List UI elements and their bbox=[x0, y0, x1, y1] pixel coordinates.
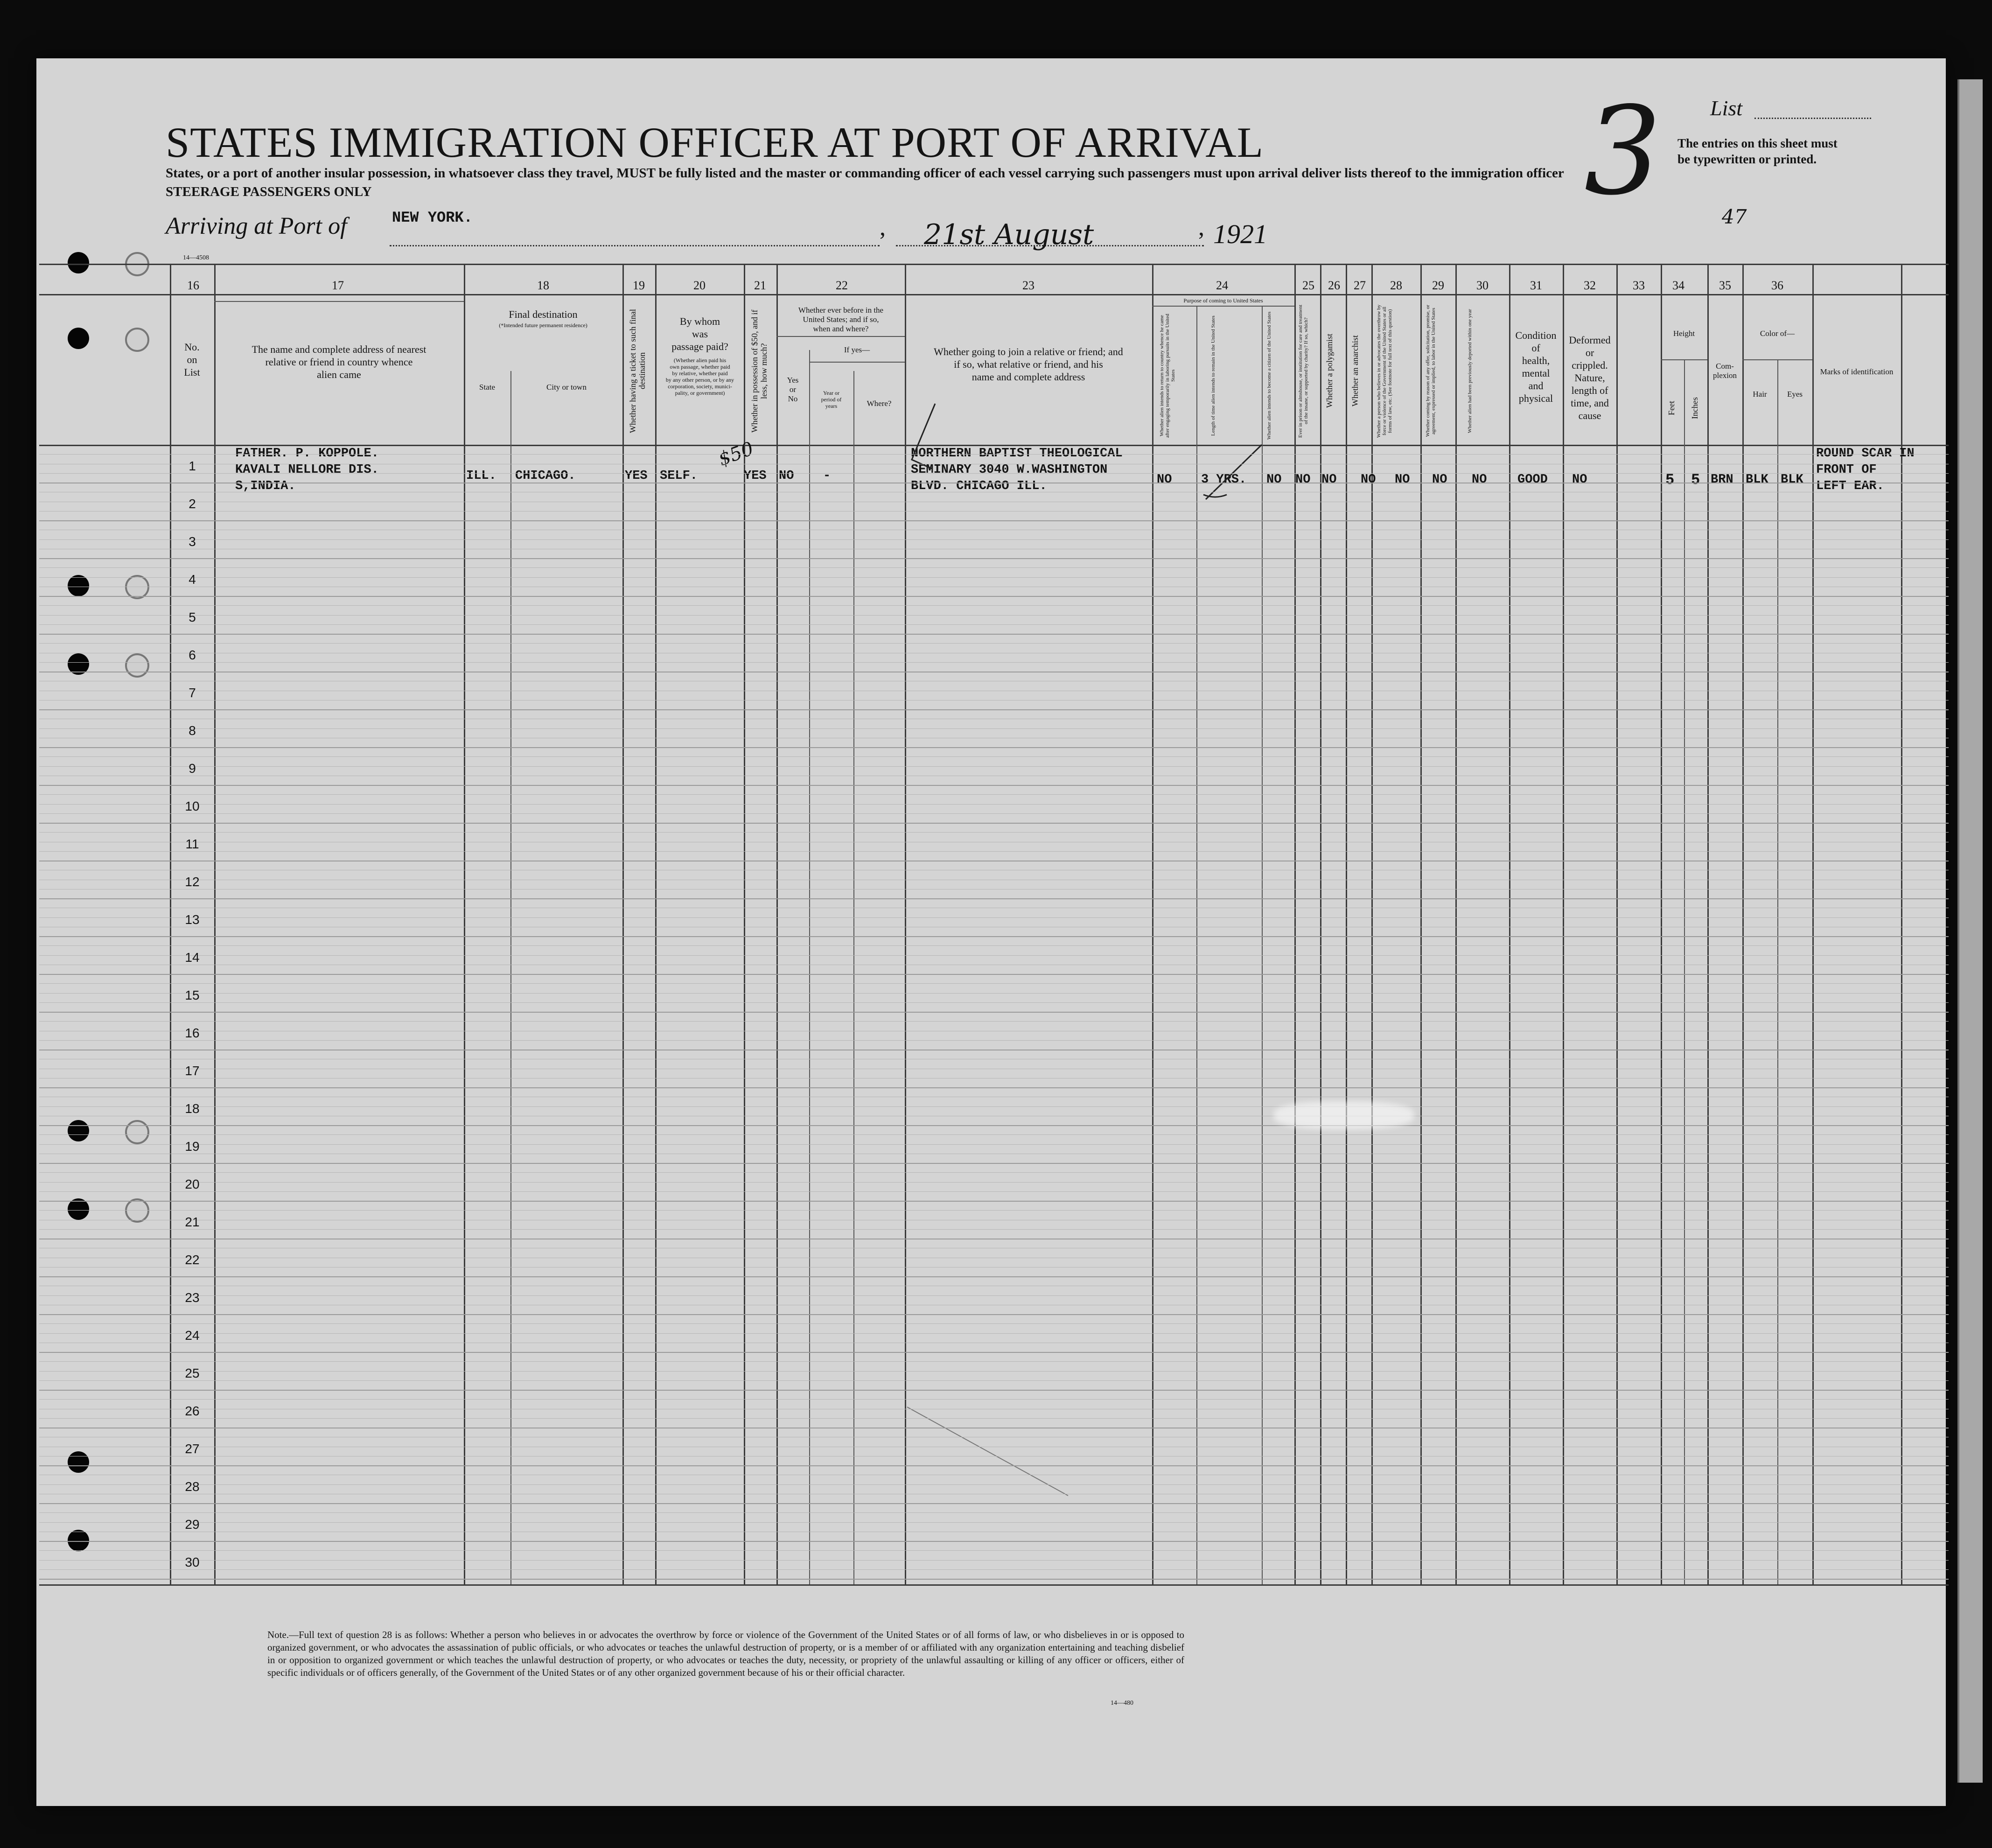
row-guide-line bbox=[39, 1560, 1949, 1561]
row-guide-line bbox=[39, 1361, 1949, 1362]
row-line bbox=[39, 1012, 1949, 1013]
header-hair: Hair bbox=[1753, 390, 1767, 399]
port-value: NEW YORK. bbox=[392, 209, 473, 226]
header-text: No. bbox=[184, 341, 200, 353]
row-guide-line bbox=[39, 917, 1949, 918]
column-number: 21 bbox=[754, 279, 766, 292]
header-text: or bbox=[789, 385, 797, 394]
row-number: 23 bbox=[185, 1290, 200, 1305]
deformed-value: NO bbox=[1572, 473, 1587, 487]
row-guide-line bbox=[39, 993, 1949, 994]
header-text: List bbox=[184, 366, 200, 378]
column-number: 32 bbox=[1584, 279, 1596, 292]
row-guide-line bbox=[39, 794, 1949, 795]
column-number: 30 bbox=[1476, 279, 1489, 292]
header-final-destination: Final destination bbox=[509, 308, 578, 320]
form-number: 14—4508 bbox=[183, 254, 209, 261]
marks-line: ROUND SCAR IN bbox=[1816, 447, 1915, 461]
row-number: 6 bbox=[189, 648, 196, 662]
header-if-yes: If yes— bbox=[844, 345, 870, 354]
row-number: 1 bbox=[189, 459, 196, 473]
row-guide-line bbox=[39, 1210, 1949, 1211]
row-guide-line bbox=[39, 1182, 1949, 1183]
row-guide-line bbox=[39, 955, 1949, 956]
row-guide-line bbox=[39, 1134, 1949, 1135]
header-height: Height bbox=[1673, 329, 1695, 338]
row-guide-line bbox=[39, 1371, 1949, 1372]
row-line bbox=[39, 558, 1949, 559]
header-marks: Marks of identification bbox=[1820, 367, 1894, 376]
row-guide-line bbox=[39, 756, 1949, 757]
city-value: CHICAGO. bbox=[515, 469, 576, 483]
relative-line: KAVALI NELLORE DIS. bbox=[235, 463, 379, 477]
row-guide-line bbox=[39, 1550, 1949, 1551]
header-text: The name and complete address of nearest bbox=[252, 343, 426, 355]
row-number: 2 bbox=[189, 497, 196, 511]
row-line bbox=[39, 709, 1949, 710]
row-number: 9 bbox=[189, 761, 196, 776]
row-number: 11 bbox=[185, 837, 199, 851]
before-in-us-value: NO bbox=[779, 469, 794, 483]
row-guide-line bbox=[39, 1418, 1949, 1419]
header-polygamist: Whether a polygamist bbox=[1325, 334, 1334, 408]
port-blank-line bbox=[390, 245, 880, 246]
header-text: time, and bbox=[1571, 397, 1609, 409]
paid-by-value: SELF. bbox=[660, 469, 698, 483]
eyes-value: BLK bbox=[1781, 473, 1803, 487]
row-guide-line bbox=[39, 1229, 1949, 1230]
row-line bbox=[39, 1125, 1949, 1126]
ticket-value: YES bbox=[625, 469, 648, 483]
row-guide-line bbox=[39, 624, 1949, 625]
pen-stroke bbox=[1206, 445, 1262, 499]
header-ticket: Whether having a ticket to such final destination bbox=[628, 309, 647, 433]
header-text: Com- bbox=[1716, 362, 1734, 371]
row-guide-line bbox=[39, 1380, 1949, 1381]
header-text: name and complete address bbox=[972, 371, 1085, 383]
header-purpose: Purpose of coming to United States bbox=[1183, 297, 1263, 304]
header-text: and bbox=[1528, 380, 1544, 392]
row-guide-line bbox=[39, 832, 1949, 833]
column-number: 18 bbox=[537, 279, 549, 292]
prison-value: NO bbox=[1295, 473, 1311, 487]
header-text: of bbox=[1531, 342, 1540, 354]
row-line bbox=[39, 1276, 1949, 1277]
row-guide-line bbox=[39, 983, 1949, 984]
money-value: YES bbox=[744, 469, 767, 483]
header-text: when and where? bbox=[813, 324, 869, 333]
column-number: 24 bbox=[1216, 279, 1228, 292]
length-value: 3 YRS. bbox=[1201, 473, 1247, 487]
row-guide-line bbox=[39, 945, 1949, 946]
manifest-table bbox=[39, 264, 1949, 1584]
entries-note-line: be typewritten or printed. bbox=[1677, 152, 1817, 166]
marks-line: LEFT EAR. bbox=[1816, 479, 1884, 493]
header-text: passage paid? bbox=[671, 341, 728, 352]
row-guide-line bbox=[39, 1295, 1949, 1296]
column-number: 34 bbox=[1672, 279, 1684, 292]
column-number: 27 bbox=[1354, 279, 1366, 292]
row-line bbox=[39, 823, 1949, 824]
header-text: by relative, whether paid bbox=[672, 370, 728, 377]
row-number: 7 bbox=[189, 686, 196, 700]
row-number: 16 bbox=[185, 1026, 200, 1040]
row-line bbox=[39, 1503, 1949, 1504]
column-number: 26 bbox=[1328, 279, 1340, 292]
header-text: mental bbox=[1522, 367, 1550, 379]
pen-stroke bbox=[912, 404, 935, 469]
row-number: 17 bbox=[185, 1064, 200, 1078]
row-line bbox=[39, 596, 1949, 597]
list-label: List bbox=[1710, 96, 1743, 120]
date-value: 21st August bbox=[924, 218, 1094, 251]
row-guide-line bbox=[39, 851, 1949, 852]
row-number: 30 bbox=[185, 1555, 200, 1569]
row-number: 29 bbox=[185, 1517, 200, 1532]
header-text: by any other person, or by any bbox=[665, 377, 734, 383]
header-money: Whether in possession of $50, and if less, how much? bbox=[750, 309, 769, 433]
return-value: NO bbox=[1157, 473, 1172, 487]
header-anarchist: Whether an anarchist bbox=[1350, 335, 1360, 407]
header-text: By whom bbox=[679, 315, 720, 327]
column-number: 23 bbox=[1022, 279, 1034, 292]
header-text: on bbox=[187, 354, 197, 365]
pen-stroke bbox=[1203, 495, 1227, 497]
row-guide-line bbox=[39, 454, 1949, 455]
arriving-label: Arriving at Port of bbox=[166, 213, 347, 239]
money-handwritten: $50 bbox=[715, 438, 756, 470]
header-text: Condition bbox=[1515, 329, 1557, 341]
row-line bbox=[39, 1314, 1949, 1315]
row-guide-line bbox=[39, 804, 1949, 805]
header-text: cause bbox=[1578, 410, 1601, 421]
row-number: 20 bbox=[185, 1177, 200, 1191]
feet-value: 5 bbox=[1665, 471, 1675, 489]
header-text: United States; and if so, bbox=[803, 315, 879, 324]
row-line bbox=[39, 936, 1949, 937]
row-line bbox=[39, 634, 1949, 635]
row-guide-line bbox=[39, 1484, 1949, 1485]
row-number: 22 bbox=[185, 1253, 200, 1267]
sheet-edge bbox=[1957, 79, 1983, 1783]
header-final-destination-sub: (*Intended future permanent residence) bbox=[499, 322, 587, 329]
row-guide-line bbox=[39, 1106, 1949, 1107]
header-text: was bbox=[692, 328, 708, 340]
smudge bbox=[1274, 1101, 1414, 1129]
header-feet: Feet bbox=[1667, 401, 1676, 416]
row-number: 25 bbox=[185, 1366, 200, 1380]
header-text: physical bbox=[1518, 392, 1553, 404]
header-return: Whether alien intends to return to country whence he came after engaging temporarily in laboring pursuits in the United States bbox=[1159, 314, 1176, 438]
header-where: Where? bbox=[867, 399, 892, 408]
row-guide-line bbox=[39, 813, 1949, 814]
row-number: 8 bbox=[189, 723, 196, 738]
offer-value: NO bbox=[1432, 473, 1447, 487]
row-guide-line bbox=[39, 728, 1949, 729]
row-line bbox=[39, 1541, 1949, 1542]
polygamist-value: NO bbox=[1321, 473, 1337, 487]
join-line: NORTHERN BAPTIST THEOLOGICAL bbox=[911, 447, 1123, 461]
row-line bbox=[39, 1163, 1949, 1164]
row-line bbox=[39, 974, 1949, 975]
row-line bbox=[39, 785, 1949, 786]
health-value: GOOD bbox=[1517, 473, 1548, 487]
header-color-of: Color of— bbox=[1760, 329, 1795, 338]
header-eyes: Eyes bbox=[1787, 390, 1803, 399]
row-number: 18 bbox=[185, 1101, 200, 1116]
overthrow-value: NO bbox=[1395, 473, 1410, 487]
row-number: 21 bbox=[185, 1215, 200, 1229]
list-blank-line bbox=[1754, 118, 1871, 119]
row-guide-line bbox=[39, 1144, 1949, 1145]
page-title: STATES IMMIGRATION OFFICER AT PORT OF ARRIVAL bbox=[166, 119, 1264, 166]
citizen-value: NO bbox=[1266, 473, 1282, 487]
row-guide-line bbox=[39, 1040, 1949, 1041]
header-overthrow: Whether a person who believes in or advocates the overthrow by force or violence of the Government of the United States or all forms of law, etc. (See footnote for full text of this question) bbox=[1376, 304, 1393, 438]
row-line bbox=[39, 1087, 1949, 1088]
row-guide-line bbox=[39, 605, 1949, 606]
header-text: health, bbox=[1522, 355, 1550, 366]
marks-line: FRONT OF bbox=[1816, 463, 1877, 477]
header-text: pality, or government) bbox=[675, 390, 725, 396]
row-line bbox=[39, 1201, 1949, 1202]
row-guide-line bbox=[39, 1512, 1949, 1513]
header-text: own passage, whether paid bbox=[670, 364, 730, 370]
inches-value: 5 bbox=[1691, 471, 1700, 489]
column-number: 20 bbox=[693, 279, 706, 292]
row-number: 19 bbox=[185, 1139, 200, 1154]
header-text: No bbox=[788, 394, 798, 403]
column-number: 29 bbox=[1432, 279, 1444, 292]
header-text: Whether ever before in the bbox=[798, 306, 884, 315]
header-text: Deformed or bbox=[1569, 334, 1611, 358]
relative-line: FATHER. P. KOPPOLE. bbox=[235, 447, 379, 461]
join-line: BLVD. CHICAGO ILL. bbox=[911, 479, 1047, 493]
comma: , bbox=[880, 214, 886, 241]
row-guide-line bbox=[39, 1172, 1949, 1173]
header-text: Yes bbox=[787, 376, 799, 385]
relative-line: S,INDIA. bbox=[235, 479, 296, 493]
header-text: alien came bbox=[317, 369, 361, 380]
hair-value: BLK bbox=[1746, 473, 1768, 487]
header-text: crippled. bbox=[1572, 359, 1608, 371]
row-line bbox=[39, 747, 1949, 748]
row-guide-line bbox=[39, 643, 1949, 644]
row-guide-line bbox=[39, 615, 1949, 616]
row-number: 14 bbox=[185, 950, 200, 965]
column-number: 16 bbox=[187, 279, 199, 292]
pen-marks bbox=[39, 264, 1949, 1584]
row-number: 24 bbox=[185, 1328, 200, 1343]
year-period-value: - bbox=[823, 469, 831, 483]
page-note: 47 bbox=[1722, 205, 1747, 228]
complexion-value: BRN bbox=[1711, 473, 1733, 487]
row-number: 27 bbox=[185, 1442, 200, 1456]
column-number: 25 bbox=[1302, 279, 1314, 292]
entries-note-line: The entries on this sheet must bbox=[1677, 136, 1838, 150]
row-guide-line bbox=[39, 1399, 1949, 1400]
row-number: 28 bbox=[185, 1479, 200, 1494]
column-number: 35 bbox=[1719, 279, 1731, 292]
row-guide-line bbox=[39, 1522, 1949, 1523]
year-value: 1921 bbox=[1213, 219, 1267, 249]
deported-value: NO bbox=[1472, 473, 1487, 487]
column-number: 31 bbox=[1530, 279, 1542, 292]
header-state: State bbox=[479, 383, 495, 392]
row-number: 3 bbox=[189, 534, 196, 549]
header-labor-offer: Whether coming by reason of any offer, solicitation, promise, or agreement, expressed or implied, to labor in the United States bbox=[1425, 305, 1436, 437]
instructions-text: States, or a port of another insular possession, in whatsoever class they travel, MUST be fully listed and the master or commanding officer of each vessel carrying such passengers must upon arrival deliver lists thereof to the immigration officer bbox=[166, 166, 1564, 181]
entries-note bbox=[1677, 135, 1838, 167]
header-text: if so, what relative or friend, and his bbox=[954, 358, 1103, 370]
header-text: plexion bbox=[1713, 371, 1737, 380]
comma: , bbox=[1198, 214, 1204, 241]
table-bottom-border bbox=[39, 1584, 1949, 1586]
row-guide-line bbox=[39, 1191, 1949, 1192]
column-number: 28 bbox=[1390, 279, 1402, 292]
row-guide-line bbox=[39, 567, 1949, 568]
header-prison: Ever in prison or almshouse, or institution for care and treatment of the insane, or supported by charity? If so, which? bbox=[1298, 304, 1309, 438]
header-text: (Whether alien paid his bbox=[673, 357, 727, 364]
header-become-citizen: Whether alien intends to become a citizen of the United States bbox=[1266, 311, 1272, 440]
header-text: corporation, society, munici- bbox=[668, 383, 732, 390]
state-value: ILL. bbox=[466, 469, 496, 483]
header-deported: Whether alien had been previously deported within one year bbox=[1467, 309, 1473, 433]
row-line bbox=[39, 520, 1949, 521]
header-text: years bbox=[825, 403, 838, 409]
row-line bbox=[39, 898, 1949, 899]
column-number: 17 bbox=[332, 279, 344, 292]
header-inches: Inches bbox=[1690, 397, 1699, 420]
column-number: 33 bbox=[1633, 279, 1645, 292]
row-number: 15 bbox=[185, 988, 200, 1002]
column-number: 19 bbox=[633, 279, 645, 292]
row-guide-line bbox=[39, 577, 1949, 578]
row-line bbox=[39, 1352, 1949, 1353]
row-number: 12 bbox=[185, 875, 200, 889]
header-text: length of bbox=[1571, 385, 1608, 396]
column-number: 22 bbox=[836, 279, 848, 292]
sheet-number: 3 bbox=[1584, 81, 1662, 222]
row-guide-line bbox=[39, 1333, 1949, 1334]
row-number: 4 bbox=[189, 572, 196, 587]
row-line bbox=[39, 1390, 1949, 1391]
join-line: SEMINARY 3040 W.WASHINGTON bbox=[911, 463, 1108, 477]
row-line bbox=[39, 1465, 1949, 1466]
pen-stroke bbox=[907, 1407, 1068, 1496]
footnote: Note.—Full text of question 28 is as follows: Whether a person who believes in or advocates the overthrow by force or violence of the Government of the United States or of all forms of law, or who disbelieves in or is opposed to organized government, or who advocates the assassination of public officials, or who advocates or teaches the unlawful destruction of property, or is a member of or affiliated with any organization entertaining and teaching disbelief in or opposition to organized government or which teaches the unlawful destruction of property, or who advocates or teaches the duty, necessity, or propriety of the unlawful assaulting or killing of any officer or officers, either of specific individuals or of officers generally, of the Government of the United States or of any other organized government because of his or their official character. bbox=[267, 1629, 1184, 1678]
row-number: 26 bbox=[185, 1404, 200, 1418]
row-number: 10 bbox=[185, 799, 200, 813]
row-guide-line bbox=[39, 1021, 1949, 1022]
header-text: period of bbox=[821, 396, 842, 403]
footnote-code: 14—480 bbox=[1111, 1700, 1133, 1707]
header-text: relative or friend in country whence bbox=[265, 356, 413, 368]
steerage-label: STEERAGE PASSENGERS ONLY bbox=[166, 184, 372, 199]
row-guide-line bbox=[39, 662, 1949, 663]
row-guide-line bbox=[39, 1323, 1949, 1324]
row-guide-line bbox=[39, 539, 1949, 540]
row-guide-line bbox=[39, 473, 1949, 474]
row-number: 13 bbox=[185, 912, 200, 927]
row-guide-line bbox=[39, 1002, 1949, 1003]
header-text: Nature, bbox=[1574, 372, 1605, 384]
anarchist-value: NO bbox=[1361, 473, 1376, 487]
row-guide-line bbox=[39, 766, 1949, 767]
row-number: 5 bbox=[189, 610, 196, 624]
header-text: Year or bbox=[823, 390, 840, 396]
row-line bbox=[39, 1579, 1949, 1580]
column-number: 36 bbox=[1771, 279, 1783, 292]
row-guide-line bbox=[39, 1569, 1949, 1570]
header-text: Whether going to join a relative or friend; and bbox=[934, 346, 1123, 357]
header-length-of-stay: Length of time alien intends to remain in the United States bbox=[1210, 315, 1216, 436]
header-city: City or town bbox=[546, 383, 587, 392]
